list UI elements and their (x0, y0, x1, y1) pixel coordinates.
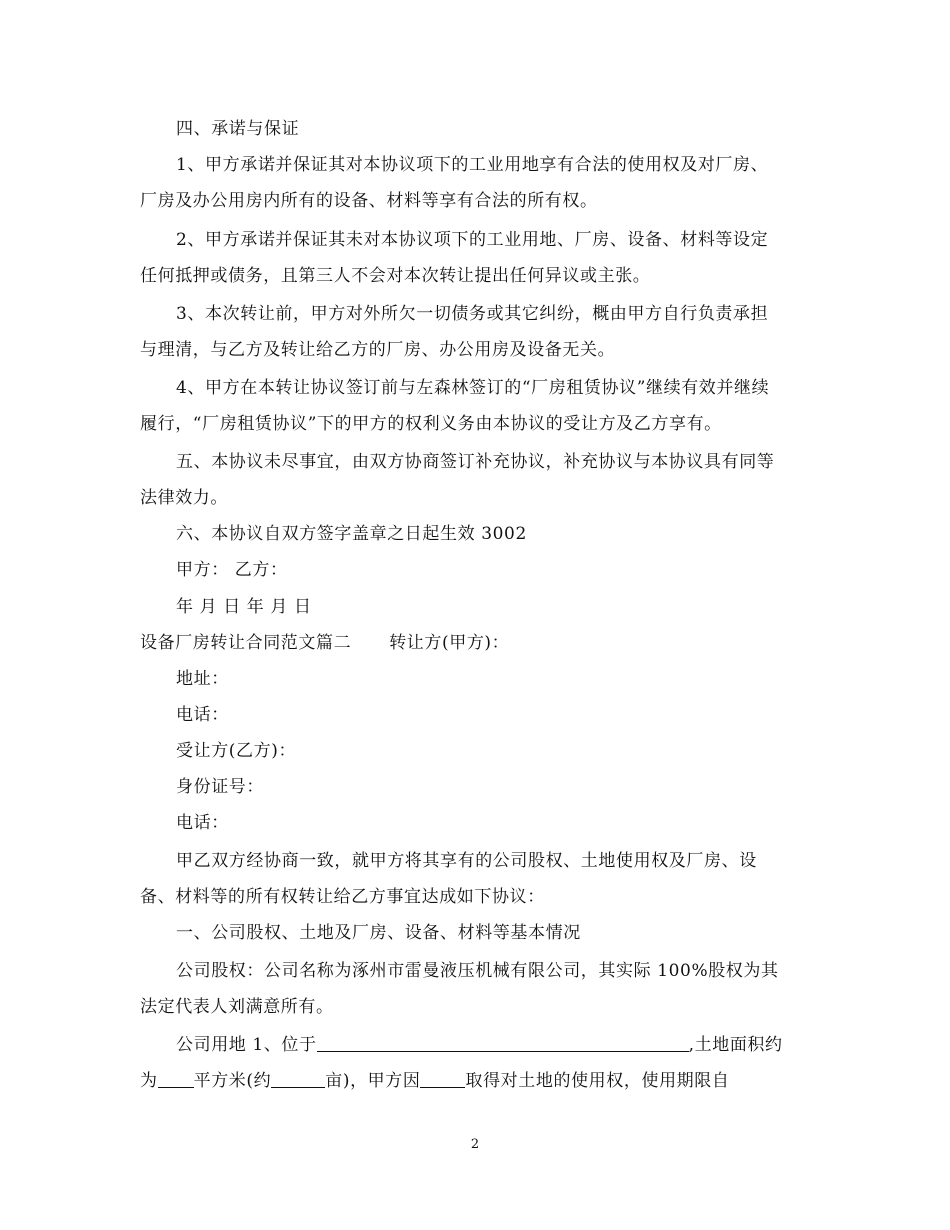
section-title: 设备厂房转让合同范文篇二 (140, 633, 352, 653)
signature-dates: 年 月 日 年 月 日 (176, 597, 312, 617)
acquisition-blank (420, 1071, 465, 1088)
land-area-label: ,土地面积约 (688, 1035, 783, 1055)
heading-commitments: 四、承诺与保证 (176, 119, 300, 139)
paragraph-line: 任何抵押或债务，且第三人不会对本次转让提出任何异议或主张。 (140, 266, 651, 286)
area-sqm-blank (158, 1071, 194, 1088)
field-id-number: 身份证号： (176, 777, 264, 797)
field-transferee: 受让方(乙方)： (176, 741, 297, 761)
section-title-line (140, 631, 820, 655)
clause-one-title: 一、公司股权、土地及厂房、设备、材料等基本情况 (176, 923, 581, 943)
paragraph-line: 1、甲方承诺并保证其对本协议项下的工业用地享有合法的使用权及对厂房、 (176, 155, 769, 175)
page-number: 2 (470, 1137, 480, 1152)
paragraph-line: 厂房及办公用房内所有的设备、材料等享有合法的所有权。 (140, 191, 598, 211)
agreement-intro-cont: 备、材料等的所有权转让给乙方事宜达成如下协议： (140, 887, 545, 907)
land-text: 平方米(约 (193, 1071, 272, 1091)
land-text: 取得对土地的使用权，使用期限自 (465, 1071, 730, 1091)
field-address: 地址： (176, 669, 229, 689)
paragraph-line: 2、甲方承诺并保证其未对本协议项下的工业用地、厂房、设备、材料等设定 (176, 230, 769, 250)
paragraph-line: 履行，“厂房租赁协议”下的甲方的权利义务由本协议的受让方及乙方享有。 (140, 414, 722, 434)
field-phone-2: 电话： (176, 813, 229, 833)
land-text: 亩)，甲方因 (325, 1071, 421, 1091)
land-line (176, 1033, 820, 1057)
land-text: 为 (140, 1071, 158, 1091)
land-location-label: 公司用地 1、位于 (176, 1035, 317, 1055)
land-line-cont (140, 1069, 820, 1093)
paragraph-line: 与理清，与乙方及转让给乙方的厂房、办公用房及设备无关。 (140, 340, 616, 360)
paragraph-line: 4、甲方在本转让协议签订前与左森林签订的“厂房租赁协议”继续有效并继续 (176, 378, 770, 398)
field-phone: 电话： (176, 705, 229, 725)
land-location-blank (317, 1035, 689, 1052)
area-mu-blank (271, 1071, 325, 1088)
effective-clause: 六、本协议自双方签字盖章之日起生效 3002 (176, 524, 527, 544)
paragraph-line: 3、本次转让前，甲方对外所欠一切债务或其它纠纷，概由甲方自行负责承担 (176, 304, 769, 324)
paragraph-line: 法律效力。 (140, 488, 228, 508)
signature-parties: 甲方： 乙方： (176, 560, 288, 580)
agreement-intro: 甲乙双方经协商一致，就甲方将其享有的公司股权、土地使用权及厂房、设 (176, 851, 757, 871)
transferor-label: 转让方(甲方)： (389, 633, 510, 653)
equity-line: 公司股权：公司名称为涿州市雷曼液压机械有限公司，其实际 100%股权为其 (176, 961, 779, 981)
equity-line-cont: 法定代表人刘满意所有。 (140, 997, 334, 1017)
paragraph-line: 五、本协议未尽事宜，由双方协商签订补充协议，补充协议与本协议具有同等 (176, 452, 775, 472)
